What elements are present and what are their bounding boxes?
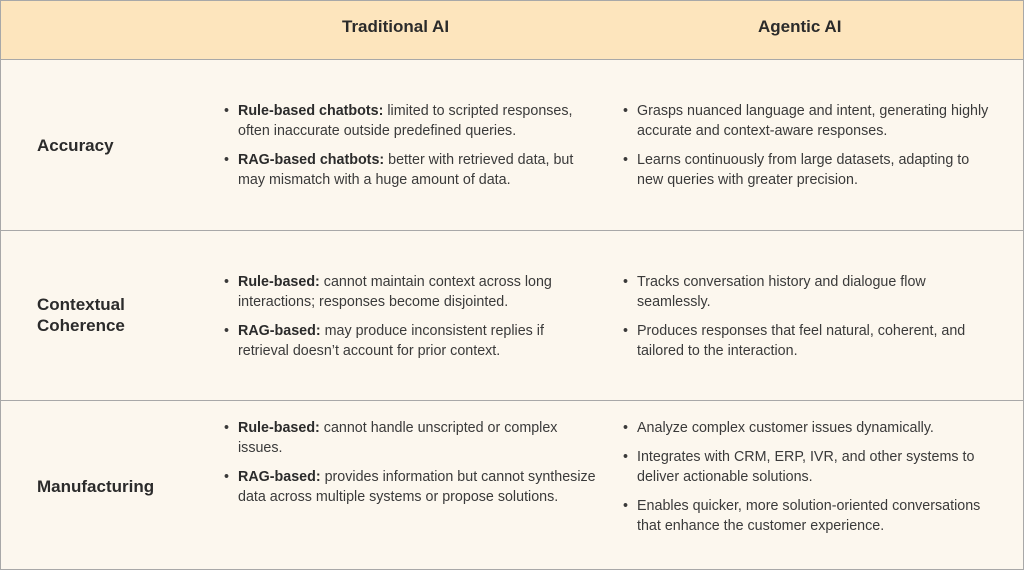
- bullet-term: Rule-based:: [238, 274, 320, 290]
- agentic-ai-bullets: [622, 101, 994, 199]
- column-header-agentic-ai: Agentic AI: [758, 17, 842, 36]
- table-row-contextual-coherence: [1, 231, 1023, 401]
- table-row-manufacturing: [1, 401, 1023, 569]
- bullet-term: Rule-based:: [238, 420, 320, 436]
- traditional-ai-bullets: [223, 101, 598, 199]
- bullet-text: limited to scripted responses, often inaccurate outside predefined queries.: [238, 103, 573, 139]
- table-header-row: [1, 1, 1023, 60]
- bullet-text: provides information but cannot synthesize data across multiple systems or propose solutions.: [238, 469, 596, 505]
- bullet-term: Rule-based chatbots:: [238, 103, 384, 119]
- row-label-manufacturing: Manufacturing: [37, 477, 155, 496]
- agentic-ai-bullets: [622, 272, 994, 370]
- bullet-text: cannot handle unscripted or complex issues.: [238, 420, 558, 456]
- bullet-term: RAG-based chatbots:: [238, 152, 385, 168]
- bullet-text: cannot maintain context across long interactions; responses become disjointed.: [238, 274, 552, 310]
- row-label-contextual-coherence: Contextual Coherence: [37, 295, 125, 335]
- traditional-ai-bullets: [223, 418, 598, 516]
- list-item: • Produces responses that feel natural, coherent, and tailored to the interaction.: [622, 321, 994, 361]
- row-label-accuracy: Accuracy: [37, 136, 114, 155]
- list-item: • Enables quicker, more solution-oriented conversations that enhance the customer experience.: [622, 496, 994, 536]
- list-item: • Grasps nuanced language and intent, generating highly accurate and context-aware responses.: [622, 101, 994, 141]
- bullet-term: RAG-based:: [238, 323, 321, 339]
- list-item: [223, 272, 598, 312]
- agentic-ai-bullets: [622, 418, 994, 545]
- list-item: • Integrates with CRM, ERP, IVR, and other systems to deliver actionable solutions.: [622, 447, 994, 487]
- list-item: [223, 101, 598, 141]
- bullet-text: may produce inconsistent replies if retrieval doesn’t account for prior context.: [238, 323, 544, 359]
- bullet-term: RAG-based:: [238, 469, 321, 485]
- list-item: • Analyze complex customer issues dynamically.: [622, 418, 994, 438]
- list-item: [223, 321, 598, 361]
- traditional-ai-bullets: [223, 272, 598, 370]
- list-item: [223, 467, 598, 507]
- bullet-text: better with retrieved data, but may mismatch with a huge amount of data.: [238, 152, 574, 188]
- table-row-accuracy: [1, 60, 1023, 231]
- list-item: [223, 150, 598, 190]
- list-item: • Tracks conversation history and dialogue flow seamlessly.: [622, 272, 994, 312]
- list-item: • Learns continuously from large datasets, adapting to new queries with greater precision.: [622, 150, 994, 190]
- list-item: [223, 418, 598, 458]
- column-header-traditional-ai: Traditional AI: [342, 17, 450, 36]
